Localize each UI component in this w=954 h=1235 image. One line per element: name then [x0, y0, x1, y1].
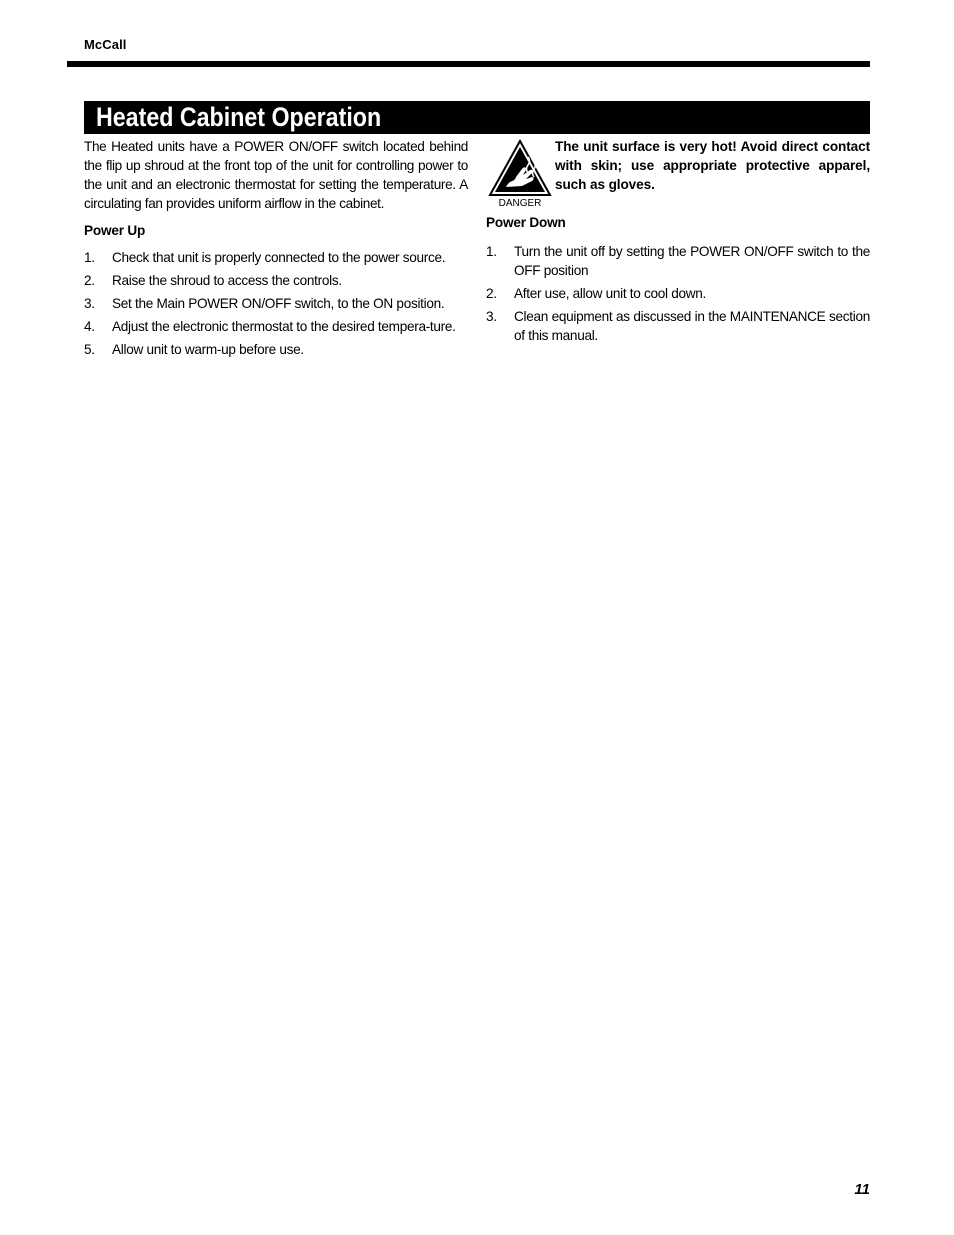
- step-number: 3.: [486, 309, 497, 324]
- list-item: [486, 284, 870, 303]
- intro-paragraph: The Heated units have a POWER ON/OFF switch located behind the flip up shroud at the front top of the unit for controlling power to the unit and an electronic thermostat for setting the temperature. A circulating fan provides uniform airflow in the cabinet.: [84, 139, 468, 211]
- section-title-bar: [84, 101, 870, 134]
- step-number: 1.: [486, 244, 497, 259]
- step-text: Raise the shroud to access the controls.: [112, 273, 342, 288]
- section-title: Heated Cabinet Operation: [96, 102, 382, 132]
- step-text: Adjust the electronic thermostat to the desired tempera-ture.: [112, 319, 456, 334]
- power-up-heading: Power Up: [84, 223, 146, 238]
- left-column: [84, 137, 468, 363]
- step-number: 4.: [84, 319, 95, 334]
- danger-text: The unit surface is very hot! Avoid direct contact with skin; use appropriate protective apparel, such as gloves.: [555, 139, 870, 192]
- step-text: After use, allow unit to cool down.: [514, 286, 707, 301]
- list-item: [486, 242, 870, 280]
- step-text: Allow unit to warm-up before use.: [112, 342, 304, 357]
- danger-callout: [486, 137, 870, 207]
- power-down-heading: Power Down: [486, 215, 566, 230]
- page-number: 11: [854, 1181, 870, 1198]
- step-text: Clean equipment as discussed in the MAINTENANCE section of this manual.: [514, 309, 870, 343]
- list-item: [486, 307, 870, 345]
- step-number: 2.: [486, 286, 497, 301]
- list-item: [84, 271, 468, 290]
- step-text: Set the Main POWER ON/OFF switch, to the ON position.: [112, 296, 445, 311]
- power-up-steps: [84, 248, 468, 359]
- step-number: 3.: [84, 296, 95, 311]
- danger-label: DANGER: [498, 198, 542, 209]
- step-number: 5.: [84, 342, 95, 357]
- list-item: [84, 340, 468, 359]
- step-text: Check that unit is properly connected to the power source.: [112, 250, 446, 265]
- list-item: [84, 294, 468, 313]
- step-number: 2.: [84, 273, 95, 288]
- brand-name: McCall: [84, 37, 127, 52]
- header-rule: [67, 61, 870, 67]
- right-column: [486, 137, 870, 349]
- power-down-steps: [486, 242, 870, 345]
- step-text: Turn the unit off by setting the POWER ON/OFF switch to the OFF position: [514, 244, 870, 278]
- step-number: 1.: [84, 250, 95, 265]
- list-item: [84, 317, 468, 336]
- list-item: [84, 248, 468, 267]
